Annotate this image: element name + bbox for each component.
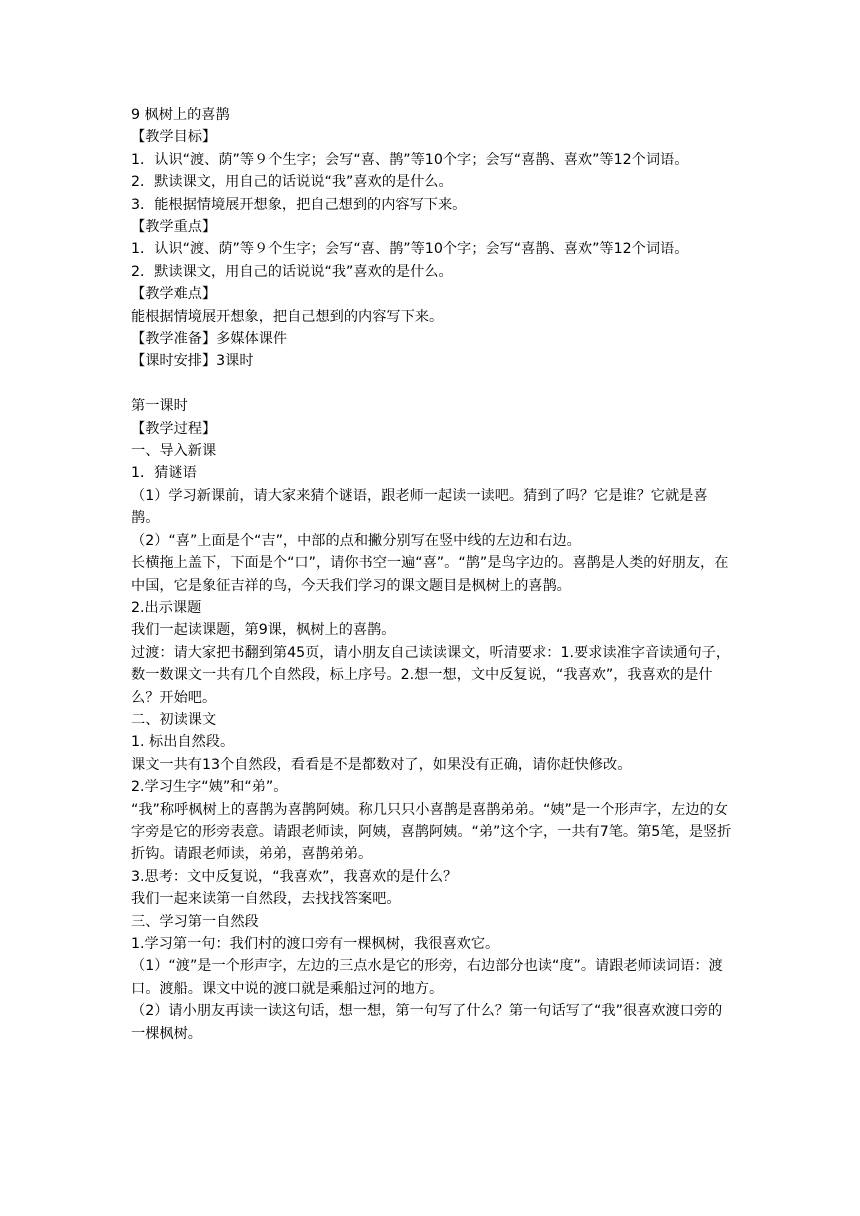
preparation-line: 【教学准备】多媒体课件 bbox=[131, 331, 288, 348]
section-heading-key-points: 【教学重点】 bbox=[131, 219, 217, 236]
paragraph: 课文一共有13个自然段，看看是不是都数对了，如果没有正确，请你赶快修改。 bbox=[131, 756, 632, 773]
paragraph: （1）“渡”是一个形声字，左边的三点水是它的形旁，右边部分也读“度”。请跟老师读词语：渡口。渡船。课文中说的渡口就是乘船过河的地方。 bbox=[131, 958, 723, 997]
step-heading: 2.出示课题 bbox=[131, 599, 202, 616]
paragraph: 长横拖上盖下，下面是个“口”，请你书空一遍“喜”。“鹊”是鸟字边的。喜鹊是人类的好朋友，在中国，它是象征吉祥的鸟，今天我们学习的课文题目是枫树上的喜鹊。 bbox=[131, 555, 729, 594]
section-heading-process: 【教学过程】 bbox=[131, 420, 217, 437]
paragraph: 我们一起读课题，第9课，枫树上的喜鹊。 bbox=[131, 622, 396, 639]
document-body bbox=[131, 104, 733, 1045]
step-heading: 2.学习生字“姨”和“弟”。 bbox=[131, 779, 288, 796]
blank-line bbox=[131, 373, 733, 395]
step-heading: 1. 标出自然段。 bbox=[131, 734, 235, 751]
step-heading: 1．猜谜语 bbox=[131, 465, 197, 482]
section-heading-objectives: 【教学目标】 bbox=[131, 129, 217, 146]
step-heading: 3.思考：文中反复说，“我喜欢”，我喜欢的是什么？ bbox=[131, 868, 458, 885]
period-heading: 第一课时 bbox=[131, 398, 188, 415]
lesson-title: 9 枫树上的喜鹊 bbox=[131, 107, 230, 123]
paragraph: （2）请小朋友再读一读这句话，想一想，第一句写了什么？第一句话写了“我”很喜欢渡口旁的一棵枫树。 bbox=[131, 1003, 723, 1042]
difficulty-item: 能根据情境展开想象，把自己想到的内容写下来。 bbox=[131, 308, 444, 325]
key-point-item: 2．默读课文，用自己的话说说“我”喜欢的是什么。 bbox=[131, 263, 453, 280]
objective-item: 3．能根据情境展开想象，把自己想到的内容写下来。 bbox=[131, 196, 467, 213]
schedule-line: 【课时安排】3课时 bbox=[131, 353, 254, 370]
part-heading: 二、初读课文 bbox=[131, 711, 217, 728]
part-heading: 三、学习第一自然段 bbox=[131, 913, 259, 930]
step-heading: 1.学习第一句：我们村的渡口旁有一棵枫树，我很喜欢它。 bbox=[131, 936, 500, 953]
objective-item: 1．认识“渡、荫”等９个生字；会写“喜、鹊”等10个字；会写“喜鹊、喜欢”等12个词语。 bbox=[131, 151, 689, 168]
part-heading: 一、导入新课 bbox=[131, 443, 217, 460]
paragraph: “我”称呼枫树上的喜鹊为喜鹊阿姨。称几只只小喜鹊是喜鹊弟弟。“姨”是一个形声字，左边的女字旁是它的形旁表意。请跟老师读，阿姨，喜鹊阿姨。“弟”这个字，一共有7笔。第5笔，是竖折折钩。请跟老师读，弟弟，喜鹊弟弟。 bbox=[131, 801, 732, 863]
key-point-item: 1．认识“渡、荫”等９个生字；会写“喜、鹊”等10个字；会写“喜鹊、喜欢”等12个词语。 bbox=[131, 241, 689, 258]
section-heading-difficulties: 【教学难点】 bbox=[131, 286, 217, 303]
objective-item: 2．默读课文，用自己的话说说“我”喜欢的是什么。 bbox=[131, 174, 453, 191]
paragraph: 过渡：请大家把书翻到第45页，请小朋友自己读读课文，听清要求：1.要求读准字音读通句子，数一数课文一共有几个自然段，标上序号。2.想一想，文中反复说，“我喜欢”，我喜欢的是什么？开始吧。 bbox=[131, 644, 731, 706]
paragraph: （1）学习新课前，请大家来猜个谜语，跟老师一起读一读吧。猜到了吗？它是谁？它就是喜鹊。 bbox=[131, 487, 708, 527]
paragraph: 我们一起来读第一自然段，去找找答案吧。 bbox=[131, 891, 401, 908]
paragraph: （2）“喜”上面是个“吉”，中部的点和撇分别写在竖中线的左边和右边。 bbox=[131, 532, 581, 549]
